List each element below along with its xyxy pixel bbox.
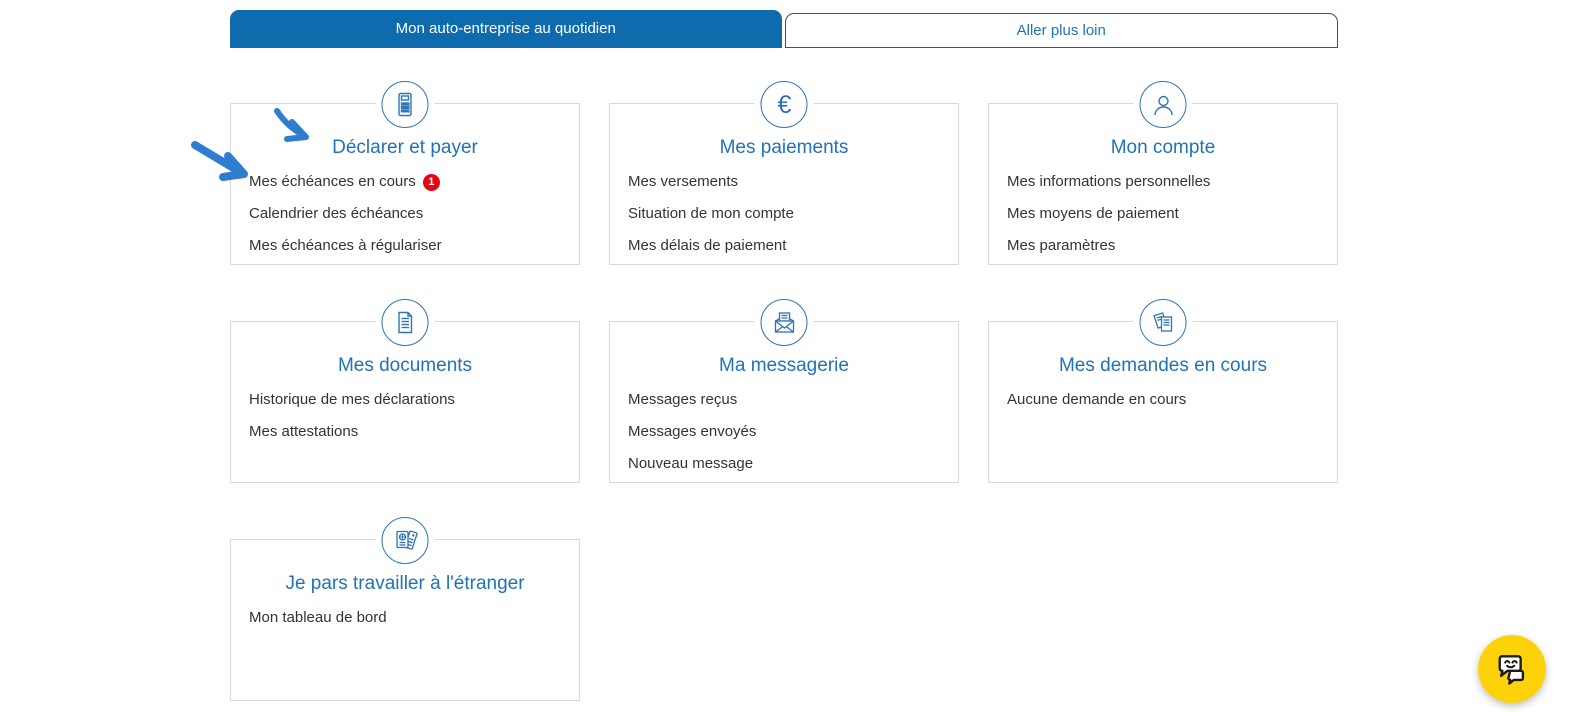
card-mes-demandes-en-cours [988, 321, 1338, 483]
link-historique-de-mes-declarations[interactable]: Historique de mes déclarations [249, 391, 455, 408]
card-links [249, 172, 579, 255]
tab-aller-plus-loin[interactable]: Aller plus loin [785, 13, 1339, 48]
chatbot-icon [1492, 649, 1532, 689]
card-links [628, 390, 958, 473]
card-links [1007, 390, 1337, 409]
passport-icon [382, 517, 429, 564]
card-ma-messagerie [609, 321, 959, 483]
card-links [249, 608, 579, 627]
status-text: Aucune demande en cours [1007, 391, 1187, 408]
card-je-pars-travailler-a-l-etranger [230, 539, 580, 701]
link-messages-envoyes[interactable]: Messages envoyés [628, 423, 757, 440]
card-title: Je pars travailler à l'étranger [285, 573, 525, 594]
link-messages-recus[interactable]: Messages reçus [628, 391, 738, 408]
link-mes-informations-personnelles[interactable]: Mes informations personnelles [1007, 173, 1211, 190]
link-mon-tableau-de-bord[interactable]: Mon tableau de bord [249, 609, 387, 626]
papers-icon [1140, 299, 1187, 346]
document-icon [382, 299, 429, 346]
link-mes-echeances-en-cours[interactable] [249, 172, 579, 191]
link-mes-attestations[interactable]: Mes attestations [249, 423, 359, 440]
card-mon-compte [988, 103, 1338, 265]
user-icon [1140, 81, 1187, 128]
card-mes-documents [230, 321, 580, 483]
card-title: Mon compte [1110, 137, 1216, 158]
card-title: Mes demandes en cours [1058, 355, 1268, 376]
link-mes-parametres[interactable]: Mes paramètres [1007, 237, 1116, 254]
envelope-icon [761, 299, 808, 346]
card-title: Ma messagerie [719, 355, 849, 376]
card-title: Déclarer et payer [332, 137, 478, 158]
cards-grid [230, 90, 1338, 701]
card-title: Mes paiements [719, 137, 849, 158]
link-label: Mes échéances en cours [249, 173, 416, 190]
main-content [230, 10, 1338, 701]
svg-text:€: € [777, 90, 791, 119]
link-mes-echeances-a-regulariser[interactable]: Mes échéances à régulariser [249, 237, 442, 254]
card-title: Mes documents [337, 355, 473, 376]
notification-badge: 1 [423, 174, 440, 191]
link-nouveau-message[interactable]: Nouveau message [628, 455, 754, 472]
link-mes-moyens-de-paiement[interactable]: Mes moyens de paiement [1007, 205, 1179, 222]
euro-icon [761, 81, 808, 128]
link-mes-versements[interactable]: Mes versements [628, 173, 739, 190]
card-links [1007, 172, 1337, 255]
link-mes-delais-de-paiement[interactable]: Mes délais de paiement [628, 237, 787, 254]
card-declarer-et-payer [230, 103, 580, 265]
card-links [628, 172, 958, 255]
card-mes-paiements [609, 90, 959, 265]
tab-mon-auto-entreprise-au-quotidien[interactable]: Mon auto-entreprise au quotidien [230, 10, 782, 48]
chat-button[interactable] [1478, 635, 1546, 703]
tab-bar [230, 10, 1338, 48]
link-calendrier-des-echeances[interactable]: Calendrier des échéances [249, 205, 424, 222]
card-links [249, 390, 579, 441]
calculator-icon [382, 81, 429, 128]
link-situation-de-mon-compte[interactable]: Situation de mon compte [628, 205, 794, 222]
